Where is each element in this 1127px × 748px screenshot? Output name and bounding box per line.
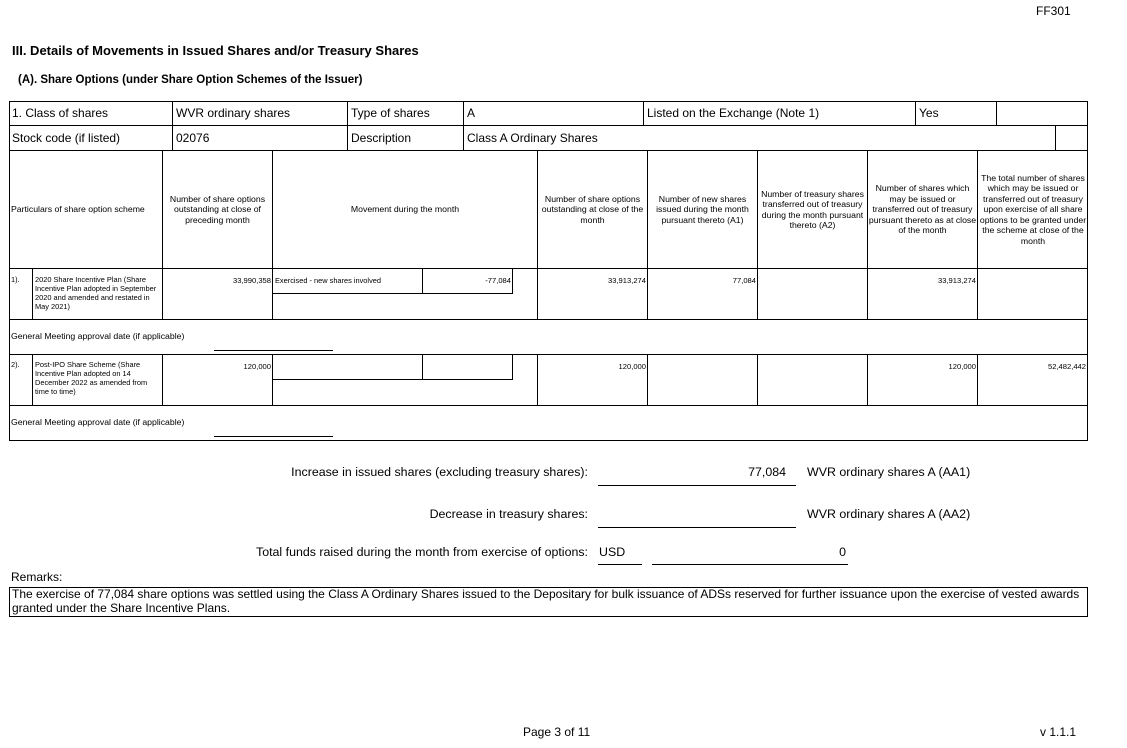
increase-field[interactable] [598,485,796,486]
header-new-shares: Number of new shares issued during the month pursuant thereto (A1) [656,193,749,225]
row2-movement-type-cell [272,354,423,380]
description-value: Class A Ordinary Shares [467,131,598,145]
class-value: WVR ordinary shares [176,106,291,120]
header-treasury-transferred: Number of treasury shares transferred out of treasury during the month pursuant thereto (A2) [761,188,864,230]
form-code: FF301 [1036,4,1071,18]
funds-label: Total funds raised during the month from exercise of options: [256,545,588,559]
decrease-unit: WVR ordinary shares A (AA2) [807,507,971,521]
row1-gm-date-field[interactable] [214,350,333,351]
row2-scheme: Post-IPO Share Scheme (Share Incentive Plan adopted on 14 December 2022 as amended from time to time) [35,360,148,396]
row2-total-may-be-granted: 52,482,442 [1047,362,1086,371]
row1-outstanding-preceding: 33,990,358 [232,276,271,285]
row2-outstanding-preceding: 120,000 [243,362,271,371]
class-label: 1. Class of shares [12,106,109,120]
row1-new-shares: 77,084 [732,276,756,285]
funds-value: 0 [839,545,846,559]
row2-gm-date-field[interactable] [214,436,333,437]
decrease-label: Decrease in treasury shares: [429,507,588,521]
funds-currency: USD [599,545,626,559]
row1-index: 1). [11,275,20,284]
row1-gm-label: General Meeting approval date (if applicable) [11,331,185,341]
increase-unit: WVR ordinary shares A (AA1) [807,465,971,479]
listed-value: Yes [919,106,939,120]
funds-field[interactable] [652,564,848,565]
listed-label: Listed on the Exchange (Note 1) [647,106,820,120]
type-label: Type of shares [351,106,430,120]
row1-scheme: 2020 Share Incentive Plan (Share Incentive Plan adopted in September 2020 and amended and restated in May 2021) [35,275,157,311]
header-may-be-issued: Number of shares which may be issued or transferred out of treasury pursuant thereto as at close of the month [868,183,977,236]
header-total-may-be-granted: The total number of shares which may be issued or transferred out of treasury upon exercise of all share options to be granted under the scheme at close of the month [979,172,1087,246]
row1-outstanding-close: 33,913,274 [607,276,646,285]
row1-movement-type: Exercised - new shares involved [275,276,381,285]
stock-code-label: Stock code (if listed) [12,131,121,145]
increase-label: Increase in issued shares (excluding treasury shares): [291,465,588,479]
version: v 1.1.1 [1040,725,1077,739]
section-title: III. Details of Movements in Issued Shares and/or Treasury Shares [12,43,419,58]
row2-movement-value-cell [422,354,513,380]
header-movement: Movement during the month [350,204,460,215]
row2-gm-label: General Meeting approval date (if applicable) [11,417,185,427]
description-label: Description [351,131,412,145]
type-value: A [467,106,476,120]
decrease-field[interactable] [598,527,796,528]
row2-may-be-issued: 120,000 [948,362,976,371]
row2-index: 2). [11,360,20,369]
header-outstanding-preceding: Number of share options outstanding at close of preceding month [169,193,266,225]
header-outstanding-close: Number of share options outstanding at close of the month [541,193,644,225]
row2-outstanding-close: 120,000 [618,362,646,371]
row1-movement-value: -77,084 [485,276,511,285]
page-number: Page 3 of 11 [523,725,591,739]
increase-value: 77,084 [748,465,786,479]
row1-may-be-issued: 33,913,274 [937,276,976,285]
header-particulars: Particulars of share option scheme [11,204,145,215]
subsection-title: (A). Share Options (under Share Option Schemes of the Issuer) [18,74,363,86]
stock-code-value: 02076 [176,131,210,145]
remarks-text: The exercise of 77,084 share options was settled using the Class A Ordinary Shares issued to the Depositary for bulk issuance of ADSs reserved for further issuance upon the exercise of vested awards granted under the Share Incentive Plans. [9,587,1088,617]
remarks-label: Remarks: [11,570,63,584]
